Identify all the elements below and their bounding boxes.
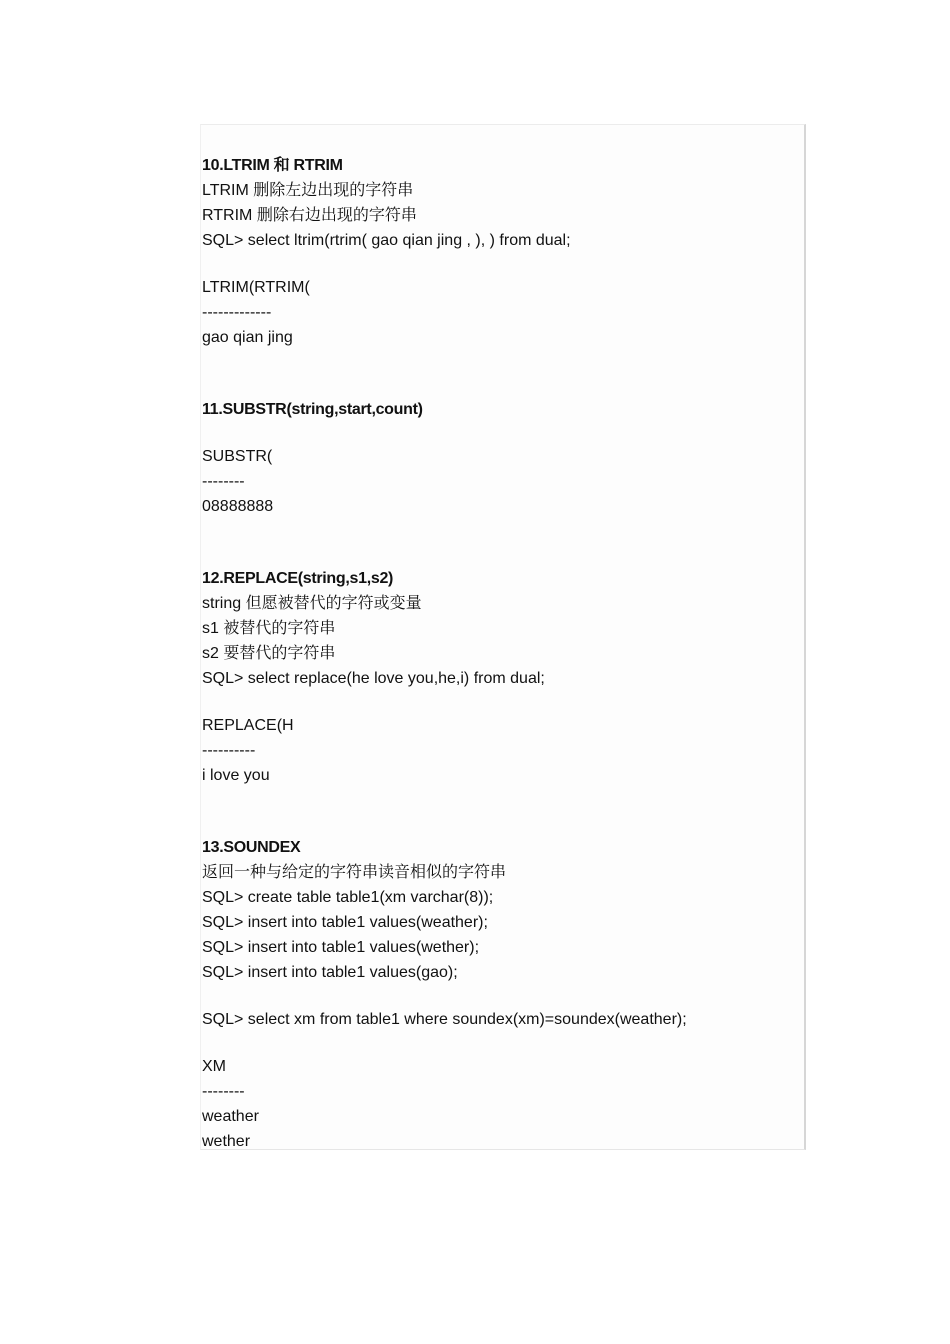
result-header: SUBSTR( bbox=[202, 448, 273, 465]
section-heading-substr: 11.SUBSTR(string,start,count) bbox=[202, 401, 423, 418]
result-divider: -------- bbox=[202, 1083, 245, 1100]
result-divider: ---------- bbox=[202, 742, 256, 759]
result-value: weather bbox=[202, 1108, 259, 1125]
result-value: gao qian jing bbox=[202, 329, 293, 346]
result-divider: ------------- bbox=[202, 304, 272, 321]
text-line: s1 被替代的字符串 bbox=[202, 620, 336, 637]
result-header: REPLACE(H bbox=[202, 717, 294, 734]
result-header: LTRIM(RTRIM( bbox=[202, 279, 310, 296]
result-divider: -------- bbox=[202, 473, 245, 490]
result-header: XM bbox=[202, 1058, 226, 1075]
sql-line: SQL> insert into table1 values(wether); bbox=[202, 939, 480, 956]
sql-line: SQL> select ltrim(rtrim( gao qian jing , ), ) from dual; bbox=[202, 232, 571, 249]
section-heading-ltrim-rtrim: 10.LTRIM 和 RTRIM bbox=[202, 157, 343, 174]
sql-line: SQL> select xm from table1 where soundex(xm)=soundex(weather); bbox=[202, 1011, 687, 1028]
result-value: i love you bbox=[202, 767, 270, 784]
document-content bbox=[200, 124, 806, 1150]
result-value: 08888888 bbox=[202, 498, 274, 515]
result-value: wether bbox=[202, 1133, 251, 1150]
sql-line: SQL> insert into table1 values(gao); bbox=[202, 964, 458, 981]
text-line: 返回一种与给定的字符串读音相似的字符串 bbox=[202, 864, 507, 881]
section-heading-replace: 12.REPLACE(string,s1,s2) bbox=[202, 570, 394, 587]
text-line: string 但愿被替代的字符或变量 bbox=[202, 595, 422, 612]
section-heading-soundex: 13.SOUNDEX bbox=[202, 839, 301, 856]
sql-line: SQL> select replace(he love you,he,i) from dual; bbox=[202, 670, 545, 687]
text-line: s2 要替代的字符串 bbox=[202, 645, 336, 662]
text-line: RTRIM 删除右边出现的字符串 bbox=[202, 207, 417, 224]
sql-line: SQL> create table table1(xm varchar(8)); bbox=[202, 889, 494, 906]
sql-line: SQL> insert into table1 values(weather); bbox=[202, 914, 488, 931]
text-line: LTRIM 删除左边出现的字符串 bbox=[202, 182, 414, 199]
